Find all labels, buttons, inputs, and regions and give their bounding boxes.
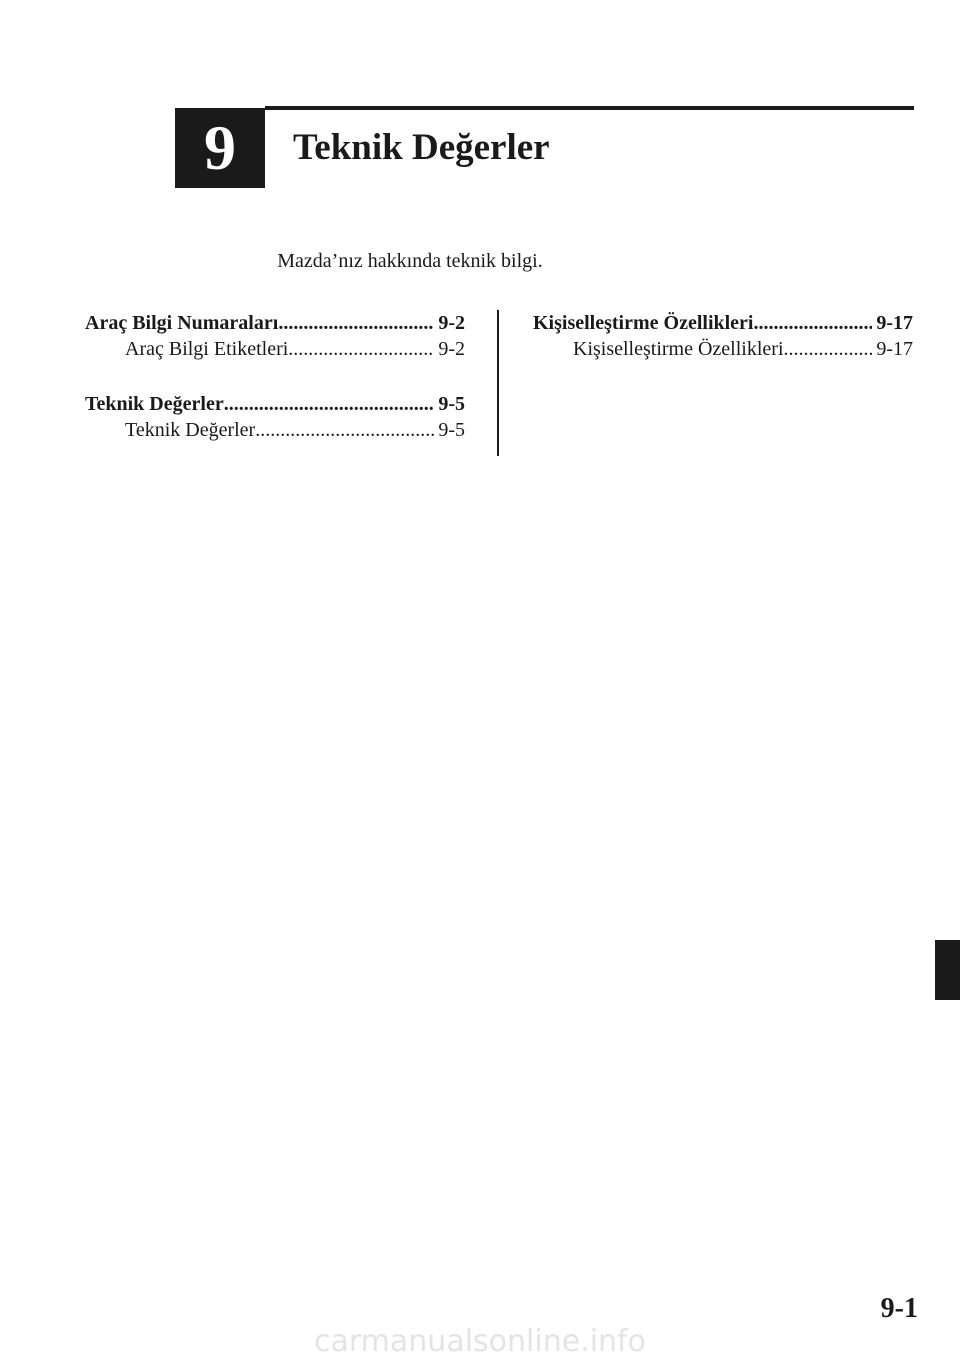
toc-section [85,391,465,443]
chapter-number: 9 [204,112,236,183]
toc-section-title: Teknik Değerler [85,393,224,415]
toc-section-title: Araç Bilgi Numaraları [85,312,279,334]
watermark-text: carmanualsonline.info [314,1324,646,1359]
chapter-header-rule [265,106,914,110]
toc-left-column [85,310,465,472]
page-number: 9-1 [880,1293,918,1324]
toc-column-divider [497,310,499,456]
toc-leader-dots [255,417,434,443]
chapter-number-badge [175,108,265,188]
chapter-intro: Mazda’nız hakkında teknik bilgi. [277,250,543,272]
toc-page-ref: 9-17 [876,338,913,360]
toc-page-ref: 9-2 [438,312,465,334]
toc-section-entry[interactable] [85,391,465,417]
toc-page-ref: 9-5 [438,419,465,441]
toc-page-ref: 9-17 [876,312,913,334]
toc-item-title: Teknik Değerler [125,419,256,441]
toc-sub-entry[interactable] [85,417,465,443]
toc-leader-dots [224,391,435,417]
toc-section [533,310,913,362]
toc-page-ref: 9-2 [438,338,465,360]
toc-section-entry[interactable] [533,310,913,336]
toc-leader-dots [288,336,434,362]
toc-sub-entry[interactable] [85,336,465,362]
toc-item-title: Araç Bilgi Etiketleri [125,338,289,360]
chapter-title: Teknik Değerler [293,127,550,168]
toc-right-column [533,310,913,391]
toc-leader-dots [278,310,434,336]
toc-leader-dots [784,336,873,362]
toc-item-title: Kişiselleştirme Özellikleri [573,338,784,360]
toc-leader-dots [754,310,873,336]
toc-page-ref: 9-5 [438,393,465,415]
toc-section-entry[interactable] [85,310,465,336]
toc-sub-entry[interactable] [533,336,913,362]
chapter-side-tab [935,940,960,1000]
toc-section [85,310,465,362]
toc-section-title: Kişiselleştirme Özellikleri [533,312,754,334]
